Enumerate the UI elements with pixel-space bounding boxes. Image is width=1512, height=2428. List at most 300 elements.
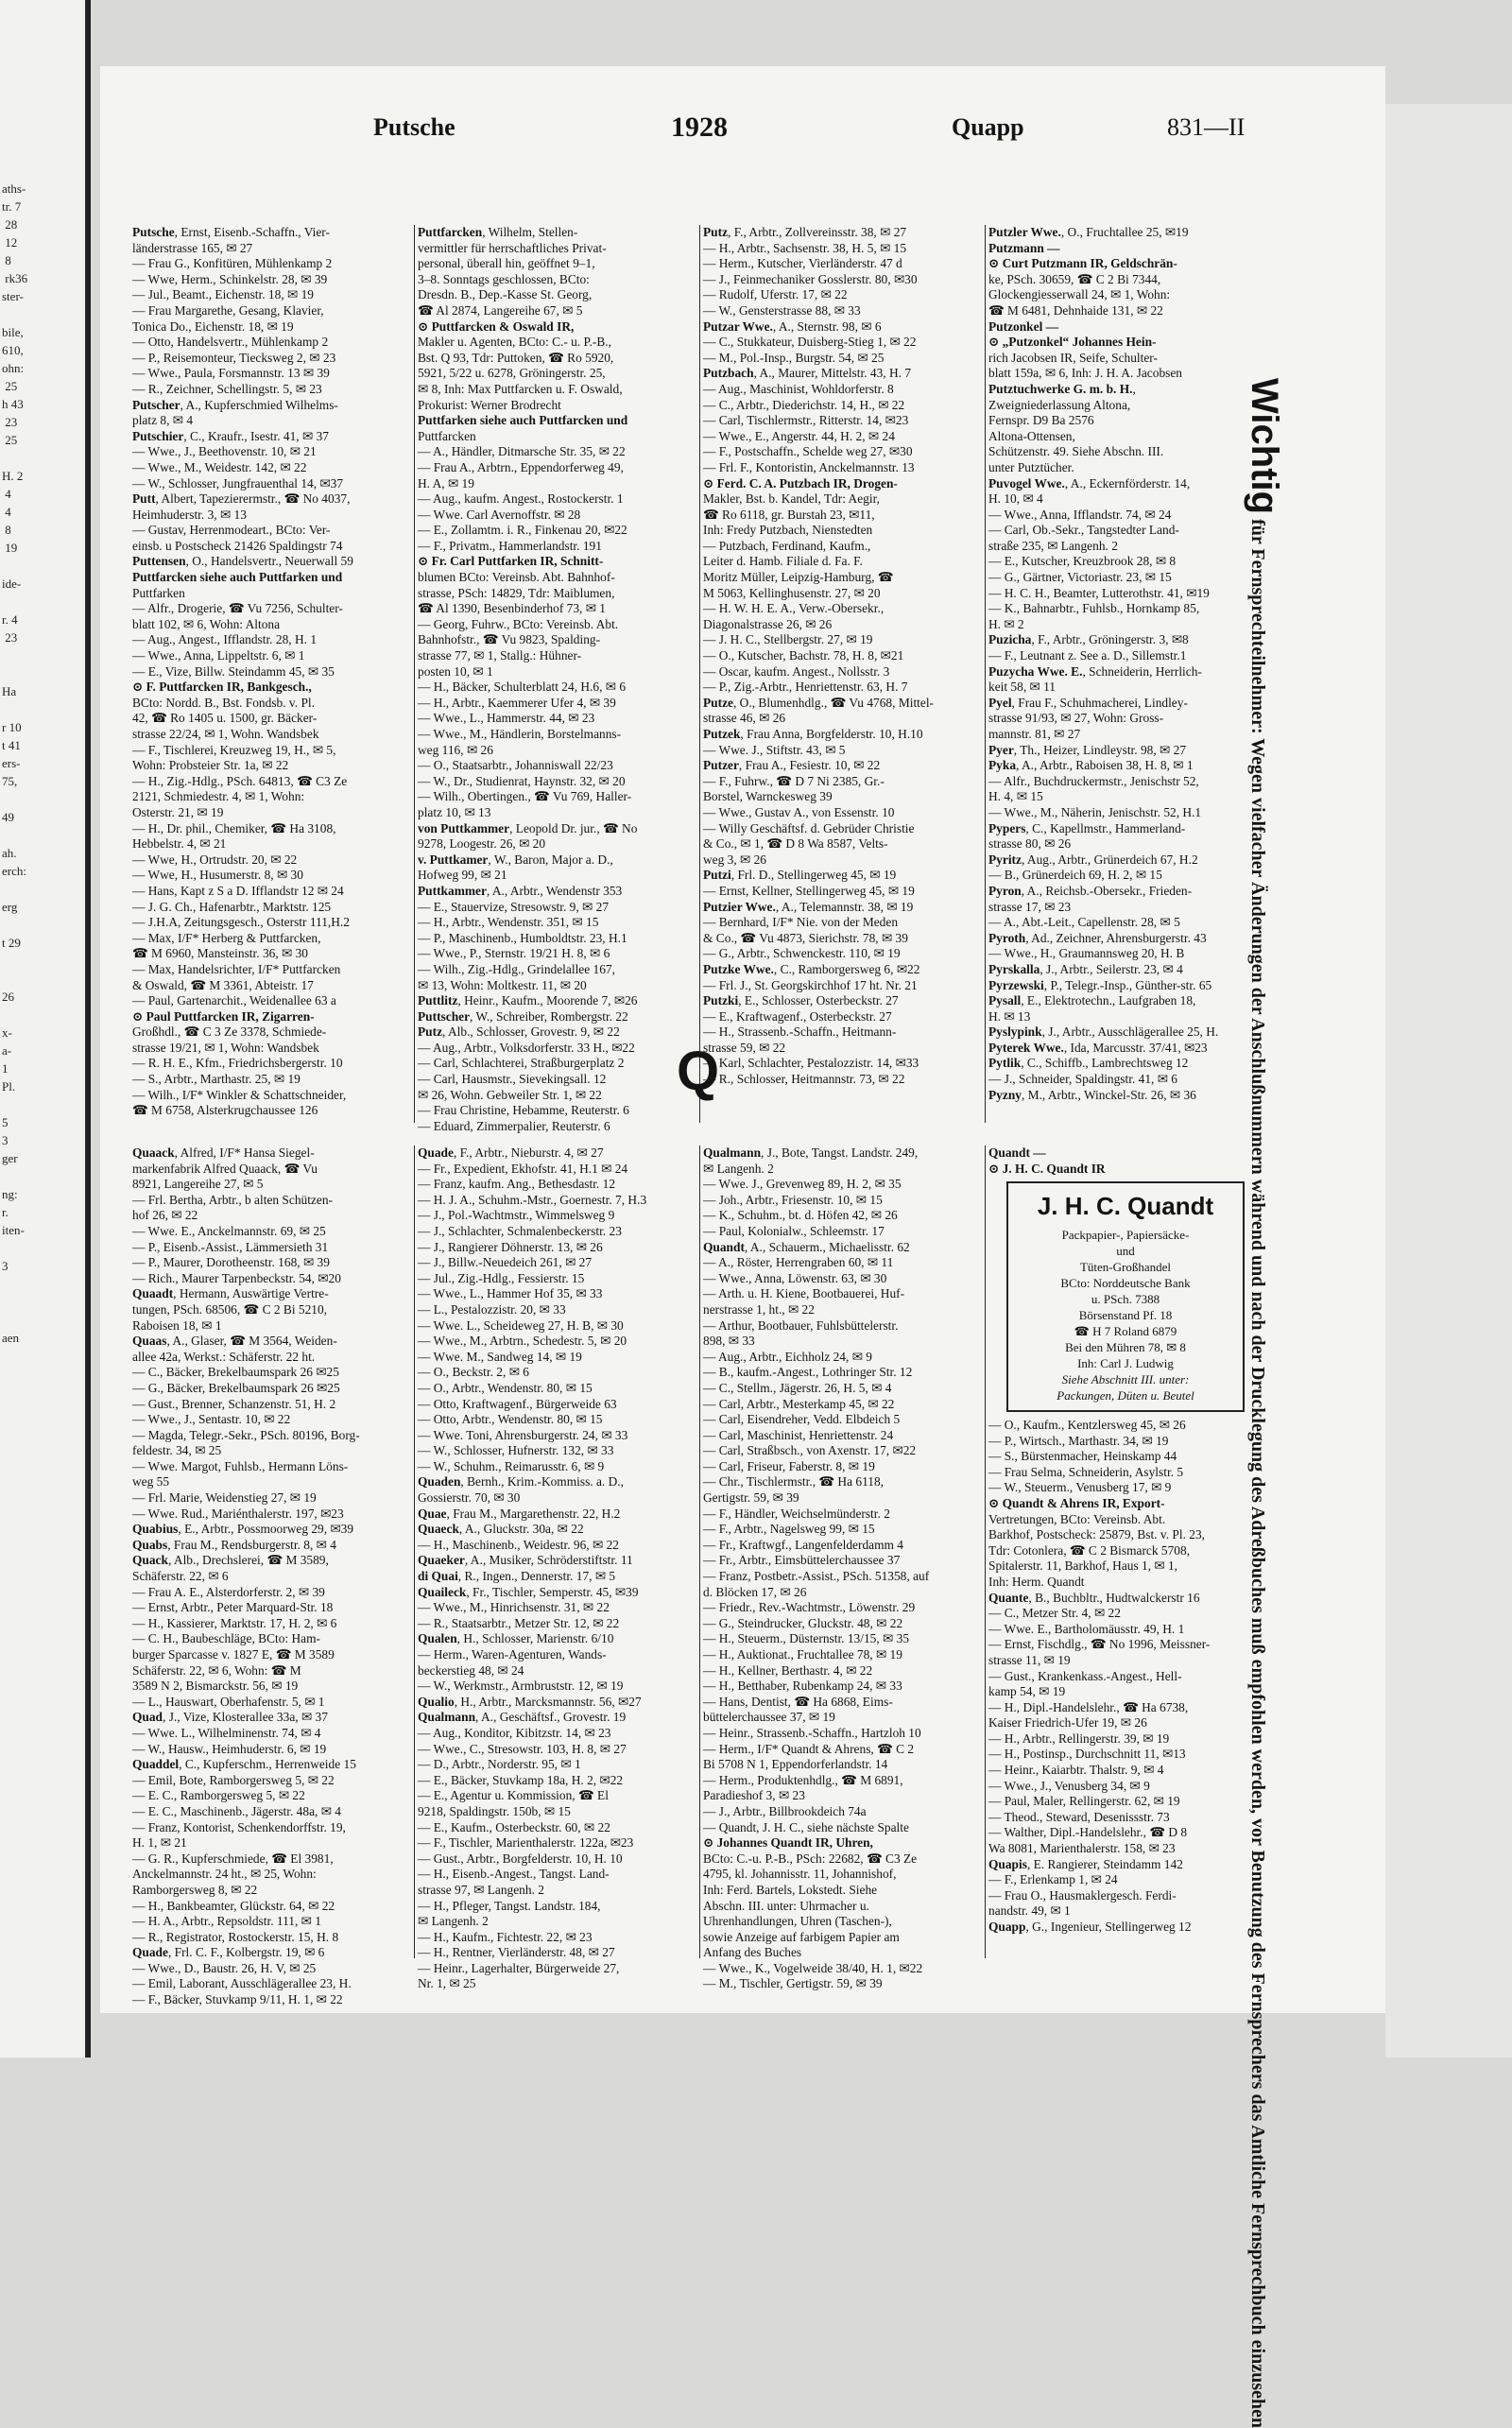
directory-entry: Quante, B., Buchbltr., Hudtwalckerstr 16 [988,1590,1200,1605]
directory-entry: — Emil, Laborant, Ausschlägerallee 23, H. [132,1976,352,1991]
directory-entry: — W., Steuerm., Venusberg 17, ✉ 9 [988,1480,1172,1495]
directory-entry: Gossierstr. 70, ✉ 30 [418,1490,521,1506]
directory-entry: Quade, Frl. C. F., Kolbergstr. 19, ✉ 6 [132,1945,325,1960]
directory-entry: — J. H. C., Stellbergstr. 27, ✉ 19 [703,632,873,647]
previous-page-fragment: ah. [2,846,17,860]
directory-entry: einsb. u Postscheck 21426 Spaldingstr 74 [132,538,343,553]
previous-page-fragment [2,790,77,808]
previous-page-fragment: ide- [2,577,22,591]
directory-entry: — Wwe., Anna, Lippeltstr. 6, ✉ 1 [132,648,305,663]
directory-entry: — H., Kellner, Berthastr. 4, ✉ 22 [703,1662,873,1678]
directory-entry: — E., Kaufm., Osterbeckstr. 60, ✉ 22 [418,1819,610,1834]
previous-page-fragment: 4 [2,487,11,501]
previous-page-fragment: ger [2,1151,18,1165]
directory-entry: — Wilh., Obertingen., ☎ Vu 769, Haller- [418,789,632,804]
directory-entry: — Georg, Fuhrw., BCto: Vereinsb. Abt. [418,616,619,631]
directory-entry: ⊙ Puttfarcken & Oswald IR, [418,319,575,334]
directory-entry: — Frau A., Arbtrn., Eppendorferweg 49, [418,459,624,474]
directory-entry: — Wwe. L., Wilhelminenstr. 74, ✉ 4 [132,1725,321,1740]
directory-entry: Diagonalstrasse 26, ✉ 26 [703,616,833,631]
directory-entry: strasse 91/93, ✉ 27, Wohn: Gross- [988,711,1164,726]
book-gutter [87,0,91,2058]
directory-entry: — Herm., Kutscher, Vierländerstr. 47 d [703,256,902,271]
previous-page-fragment: rk36 [2,271,28,285]
directory-entry: Pyka, A., Arbtr., Raboisen 38, H. 8, ✉ 1 [988,758,1194,773]
directory-entry: tungen, PSch. 68506, ☎ C 2 Bi 5210, [132,1301,328,1317]
directory-entry: — Otto, Handelsvertr., Mühlenkamp 2 [132,335,329,350]
directory-entry: — K., Bahnarbtr., Fuhlsb., Hornkamp 85, [988,601,1200,616]
directory-entry: — Wwe., E., Angerstr. 44, H. 2, ✉ 24 [703,428,895,443]
directory-entry: Inh: Fredy Putzbach, Nienstedten [703,523,873,538]
directory-entry: Quabs, Frau M., Rendsburgerstr. 8, ✉ 4 [132,1537,336,1552]
column-divider [414,225,415,1123]
directory-entry: — Wwe. J., Grevenweg 89, H. 2, ✉ 35 [703,1177,902,1192]
directory-entry: — Otto, Arbtr., Wendenstr. 80, ✉ 15 [418,1412,603,1427]
directory-entry: 2121, Schmiedestr. 4, ✉ 1, Wohn: [132,789,305,804]
directory-entry: Puttfarcken [418,428,476,443]
column-divider [699,225,700,1123]
directory-entry: — Putzbach, Ferdinand, Kaufm., [703,538,871,553]
directory-entry: Quaddel, C., Kupferschm., Herrenweide 15 [132,1757,356,1772]
directory-entry: H. 10, ✉ 4 [988,491,1043,507]
directory-entry: ✉ Langenh. 2 [703,1161,774,1176]
previous-page-fragment: erg [2,900,18,914]
telephone-notice [1244,378,1285,2428]
directory-entry: Quaeker, A., Musiker, Schröderstiftstr. 11 [418,1553,633,1568]
previous-page-fragment: iten- [2,1223,25,1237]
directory-entry: Inh: Ferd. Bartels, Lokstedt. Siehe [703,1882,878,1897]
directory-entry: — E., Stauervize, Stresowstr. 9, ✉ 27 [418,899,610,914]
directory-entry: — Max, I/F* Herberg & Puttfarcken, [132,930,321,945]
directory-entry: Quabius, E., Arbtr., Possmoorweg 29, ✉39 [132,1522,354,1537]
directory-entry: — P., Reisemonteur, Tiecksweg 2, ✉ 23 [132,350,336,365]
directory-entry: — K., Schuhm., bt. d. Höfen 42, ✉ 26 [703,1208,898,1223]
directory-entry: vermittler für herrschaftliches Privat- [418,240,607,255]
previous-page-fragment: t 29 [2,936,21,950]
q-column-4 [988,1418,1246,1966]
directory-entry: — Ernst, Arbtr., Peter Marquard-Str. 18 [132,1600,334,1615]
directory-entry: Puttfarcken siehe auch Puttfarken und [132,570,343,585]
directory-entry: — Magda, Telegr.-Sekr., PSch. 80196, Borg- [132,1427,360,1442]
directory-entry: Osterstr. 21, ✉ 19 [132,804,224,819]
directory-entry: ☎ M 6960, Mansteinstr. 36, ✉ 30 [132,946,308,961]
directory-entry: — S., Arbtr., Marthastr. 25, ✉ 19 [132,1072,301,1087]
directory-entry: Makler u. Agenten, BCto: C.- u. P.-B., [418,335,611,350]
directory-entry: — Wwe., Paula, Forsmannstr. 13 ✉ 39 [132,366,330,381]
previous-page-fragment: erch: [2,864,26,878]
directory-entry: — Wwe., J., Sentastr. 10, ✉ 22 [132,1412,291,1427]
directory-entry: Bi 5708 N 1, Eppendorferlandstr. 14 [703,1757,888,1772]
directory-entry: burger Sparcasse v. 1827 E, ☎ M 3589 [132,1647,335,1662]
directory-entry: nandstr. 49, ✉ 1 [988,1903,1071,1919]
ad-line: Packpapier-, Papiersäcke- [1061,1228,1190,1242]
column-3 [703,225,983,1132]
directory-entry: Putzler Wwe., O., Fruchtallee 25, ✉19 [988,225,1189,239]
directory-entry: & Co., ✉ 1, ☎ D 8 Wa 8587, Velts- [703,836,888,852]
previous-page-fragment [2,1293,77,1311]
directory-entry: — F., Tischler, Marienthalerstr. 122a, ✉23 [418,1835,634,1851]
directory-entry: Tonica Do., Eichenstr. 18, ✉ 19 [132,319,294,334]
previous-page-fragment [2,952,77,970]
directory-entry: — Wwe. Rud., Mariénthalerstr. 197, ✉23 [132,1506,344,1521]
directory-entry: Puttensen, O., Handelsvertr., Neuerwall 59 [132,554,353,569]
directory-entry: — Wilh., Zig.-Hdlg., Grindelallee 167, [418,961,615,976]
previous-page-fragment: Pl. [2,1079,16,1093]
directory-entry: — Wwe., P., Sternstr. 19/21 H. 8, ✉ 6 [418,946,610,961]
ad-line: ☎ H 7 Roland 6879 [1074,1324,1177,1338]
directory-entry: — Wwe. Margot, Fuhlsb., Hermann Löns- [132,1458,349,1473]
directory-entry: strasse 77, ✉ 1, Stallg.: Hühner- [418,648,582,663]
directory-entry: kamp 54, ✉ 19 [988,1684,1066,1699]
previous-page-fragment: 25 [2,379,18,393]
directory-entry: — Wwe., Anna, Ifflandstr. 74, ✉ 24 [988,507,1172,522]
directory-entry: — E. C., Ramborgersweg 5, ✉ 22 [132,1788,305,1803]
directory-entry: — Fr., Arbtr., Eimsbüttelerchaussee 37 [703,1553,901,1568]
previous-page-fragment: H. 2 [2,469,24,483]
directory-entry: strasse 80, ✉ 26 [988,836,1072,852]
ad-line: Packungen, Düten u. Beutel [1057,1388,1194,1403]
directory-entry: — M., Pol.-Insp., Burgstr. 54, ✉ 25 [703,350,885,365]
directory-entry: blumen BCto: Vereinsb. Abt. Bahnhof- [418,570,615,585]
directory-entry: Quaileck, Fr., Tischler, Semperstr. 45, ✉39 [418,1584,639,1599]
directory-entry: — Bernhard, I/F* Nie. von der Meden [703,915,899,930]
directory-entry: — E. C., Maschinenb., Jägerstr. 48a, ✉ 4 [132,1803,341,1818]
column-divider [985,225,986,1123]
directory-entry: — Wwe., J., Beethovenstr. 10, ✉ 21 [132,444,317,459]
directory-entry: Putzar Wwe., A., Sternstr. 98, ✉ 6 [703,319,882,334]
directory-entry: — Fr., Kraftwgf., Langenfelderdamm 4 [703,1537,903,1552]
directory-entry: Puttkammer, A., Arbtr., Wendenstr 353 [418,883,623,898]
directory-entry: Putzmann — [988,240,1060,255]
directory-entry: — Wwe., C., Stresowstr. 103, H. 8, ✉ 27 [418,1741,627,1756]
previous-page-fragment [2,1275,77,1293]
directory-entry: — Paul, Gartenarchit., Weidenallee 63 a [132,993,336,1008]
previous-page-fragment: t 41 [2,738,21,752]
directory-entry: — Carl, Schlachterei, Straßburgerplatz 2 [418,1056,625,1071]
directory-entry: — Frau O., Hausmaklergesch. Ferdi- [988,1887,1177,1903]
directory-entry: Pyritz, Aug., Arbtr., Grünerdeich 67, H.2 [988,852,1198,867]
directory-entry: Quae, Frau M., Margarethenstr. 22, H.2 [418,1506,621,1521]
directory-entry: länderstrasse 165, ✉ 27 [132,240,253,255]
directory-entry: — J., Feinmechaniker Gosslerstr. 80, ✉30 [703,271,918,286]
directory-entry: strasse, PSch: 14829, Tdr: Maiblumen, [418,585,615,600]
directory-entry: feldestr. 34, ✉ 25 [132,1443,222,1458]
directory-entry: — Wwe, Herm., Schinkelstr. 28, ✉ 39 [132,271,328,286]
previous-page-fragment: 75, [2,774,18,788]
directory-entry: platz 10, ✉ 13 [418,804,491,819]
directory-entry: H. 1, ✉ 21 [132,1835,187,1851]
directory-entry: — H. W. H. E. A., Verw.-Obersekr., [703,601,885,616]
previous-page-fragment: aen [2,1331,20,1345]
previous-page-fragment: 49 [2,810,14,824]
directory-entry: Putzki, E., Schlosser, Osterbeckstr. 27 [703,993,899,1008]
directory-entry: Zweigniederlassung Altona, [988,397,1131,412]
previous-page-fragment: aths- [2,181,26,196]
directory-entry: — J., Pol.-Wachtmstr., Wimmelsweg 9 [418,1208,615,1223]
directory-entry: — C., Arbtr., Diederichstr. 14, H., ✉ 22 [703,397,905,412]
directory-entry: — G., Steindrucker, Gluckstr. 48, ✉ 22 [703,1615,903,1630]
directory-entry: — W., Gensterstrasse 88, ✉ 33 [703,302,861,318]
directory-entry: — H., Steuerm., Düsternstr. 13/15, ✉ 35 [703,1631,910,1646]
directory-entry: — Oscar, kaufm. Angest., Nollsstr. 3 [703,663,890,679]
directory-entry: — Wwe., K., Vogelweide 38/40, H. 1, ✉22 [703,1960,923,1975]
directory-entry: Puvogel Wwe., A., Eckernförderstr. 14, [988,475,1191,491]
directory-entry: Großhdl., ☎ C 3 Ze 3378, Schmiede- [132,1025,327,1040]
directory-entry: — Herm., Produktenhdlg., ☎ M 6891, [703,1772,903,1787]
previous-page-fragment: 23 [2,630,18,645]
previous-page-fragment [2,1095,77,1113]
directory-entry: — F., Bäcker, Stuvkamp 9/11, H. 1, ✉ 22 [132,1992,343,2007]
directory-entry: Putzer, Frau A., Fesiestr. 10, ✉ 22 [703,758,881,773]
previous-page-fragment: r. [2,1205,9,1219]
directory-entry: — Wwe., M., Arbtrn., Schedestr. 5, ✉ 20 [418,1334,627,1349]
directory-entry: Pyterek Wwe., Ida, Marcusstr. 37/41, ✉23 [988,1040,1208,1055]
directory-entry: — F., Postschaffn., Schelde weg 27, ✉30 [703,444,913,459]
previous-page-fragment [2,1167,77,1185]
directory-entry: ke, PSch. 30659, ☎ C 2 Bi 7344, [988,271,1161,286]
directory-entry: Makler, Bst. b. Kandel, Tdr: Aegir, [703,491,880,507]
directory-entry: Uhrenhandlungen, Uhren (Taschen-), [703,1914,892,1929]
directory-entry: — Wwe., L., Hammer Hof 35, ✉ 33 [418,1286,603,1301]
directory-entry: Pyel, Frau F., Schuhmacherei, Lindley- [988,695,1188,710]
directory-entry: Pysall, E., Elektrotechn., Laufgraben 18, [988,993,1196,1008]
directory-entry: Quade, F., Arbtr., Nieburstr. 4, ✉ 27 [418,1145,604,1160]
column-4 [988,225,1246,1132]
directory-entry: & Co., ☎ Vu 4873, Sierichstr. 78, ✉ 39 [703,930,908,945]
previous-page-fragment: ohn: [2,361,25,375]
directory-entry: M 5063, Kellinghusenstr. 27, ✉ 20 [703,585,881,600]
directory-entry: ⊙ Quandt & Ahrens IR, Export- [988,1495,1165,1510]
directory-entry: — F., Erlenkamp 1, ✉ 24 [988,1872,1118,1887]
previous-page-fragment: a- [2,1043,12,1058]
previous-page-fragment: 8 [2,253,11,267]
directory-entry: — H., Postinsp., Durchschnitt 11, ✉13 [988,1747,1186,1762]
directory-entry: — Jul., Beamt., Eichenstr. 18, ✉ 19 [132,287,314,302]
directory-entry: Puttfarken [132,585,185,600]
previous-page-fragment [2,305,77,323]
directory-entry: ☎ Al 2874, Langereihe 67, ✉ 5 [418,302,583,318]
directory-entry: Puttfarken siehe auch Puttfarcken und [418,413,628,428]
q-column-2 [418,1145,697,1991]
directory-entry: — J., Schlachter, Schmalenbeckerstr. 23 [418,1223,622,1238]
directory-entry: Hofweg 99, ✉ 21 [418,868,507,883]
notice-title: Wichtig [1244,378,1285,515]
directory-entry: Quaden, Bernh., Krim.-Kommiss. a. D., [418,1474,624,1490]
directory-entry: — Frl. F., Kontoristin, Anckelmannstr. 13 [703,459,915,474]
ad-line: Bei den Mühren 78, ✉ 8 [1065,1340,1186,1354]
directory-entry: & Oswald, ☎ M 3361, Abteistr. 17 [132,977,314,992]
directory-entry: strasse 11, ✉ 19 [988,1652,1071,1667]
previous-page-fragment [2,970,77,988]
previous-page-fragment: ng: [2,1187,18,1201]
directory-entry: — H., Rentner, Vierländerstr. 48, ✉ 27 [418,1945,615,1960]
directory-entry: ⊙ J. H. C. Quandt IR [988,1161,1106,1176]
ad-line: u. PSch. 7388 [1091,1292,1160,1306]
directory-entry: — B., Grünerdeich 69, H. 2, ✉ 15 [988,868,1162,883]
directory-entry: Leiter d. Hamb. Filiale d. Fa. F. [703,554,863,569]
directory-entry: — Carl, Ob.-Sekr., Tangstedter Land- [988,523,1179,538]
directory-entry: Putzke Wwe., C., Ramborgersweg 6, ✉22 [703,961,920,976]
directory-entry: — Franz, Kontorist, Schenkendorffstr. 19, [132,1819,346,1834]
directory-entry: Vertretungen, BCto: Vereinsb. Abt. [988,1511,1166,1526]
directory-entry: — Alfr., Buchdruckermstr., Jenischstr 52, [988,773,1199,788]
previous-page-fragment: 26 [2,990,14,1004]
directory-entry: — C., Stukkateur, Duisberg-Stieg 1, ✉ 22 [703,335,917,350]
directory-entry: Quandt — [988,1145,1046,1160]
directory-entry: d. Blöcken 17, ✉ 26 [703,1584,807,1599]
directory-entry: — Heinr., Kaiarbtr. Thalstr. 9, ✉ 4 [988,1763,1164,1778]
directory-entry: — Walther, Dipl.-Handelslehr., ☎ D 8 [988,1825,1188,1840]
directory-entry: — G. R., Kupferschmiede, ☎ El 3981, [132,1851,334,1866]
directory-entry: — A., Röster, Herrengraben 60, ✉ 11 [703,1255,894,1270]
directory-entry: Quapp, G., Ingenieur, Stellingerweg 12 [988,1920,1192,1934]
previous-page-fragment: h 43 [2,397,24,411]
previous-page-fragment: 12 [2,235,18,250]
directory-entry: mannstr. 81, ✉ 27 [988,727,1081,741]
directory-entry: platz 8, ✉ 4 [132,413,194,428]
directory-entry: — Paul, Kolonialw., Schleemstr. 17 [703,1223,885,1238]
directory-entry: Pyzny, M., Arbtr., Winckel-Str. 26, ✉ 36 [988,1087,1196,1102]
directory-entry: — Aug., Maschinist, Wohldorferstr. 8 [703,381,894,396]
directory-entry: — Frau Christine, Hebamme, Reuterstr. 6 [418,1103,629,1118]
directory-entry: — R., Schlosser, Heitmannstr. 73, ✉ 22 [703,1072,905,1087]
directory-entry: Putsche, Ernst, Eisenb.-Schaffn., Vier- [132,225,330,239]
directory-entry: Putschier, C., Kraufr., Isestr. 41, ✉ 37 [132,428,329,443]
directory-entry: Paradieshof 3, ✉ 23 [703,1788,805,1803]
ad-line: Tüten-Großhandel [1079,1260,1172,1274]
previous-page-fragment [2,1311,77,1329]
directory-entry: 5921, 5/22 u. 6278, Gröningerstr. 25, [418,366,606,381]
directory-entry: strasse 22/24, ✉ 1, Wohn. Wandsbek [132,727,319,741]
previous-page-fragment: 4 [2,505,11,519]
previous-page-fragment: r. 4 [2,612,18,627]
directory-entry: — Wwe, H., Ortrudstr. 20, ✉ 22 [132,852,298,867]
previous-page-fragment: 19 [2,541,18,555]
directory-entry: — Wwe, H., Husumerstr. 8, ✉ 30 [132,868,303,883]
directory-entry: Wohn: Probsteier Str. 1a, ✉ 22 [132,758,289,773]
directory-entry: — R. H. E., Kfm., Friedrichsbergerstr. 10 [132,1056,343,1071]
column-divider [699,1145,700,1958]
directory-entry: — W., Schuhm., Reimarusstr. 6, ✉ 9 [418,1458,605,1473]
directory-entry: — J., Billw.-Neuedeich 261, ✉ 27 [418,1255,593,1270]
directory-entry: — P., Eisenb.-Assist., Lämmersieth 31 [132,1239,329,1254]
directory-entry: Inh: Herm. Quandt [988,1574,1085,1589]
directory-entry: — G., Gärtner, Victoriastr. 23, ✉ 15 [988,570,1172,585]
directory-entry: — Gust., Arbtr., Borgfelderstr. 10, H. 10 [418,1851,623,1866]
directory-entry: — Frau A. E., Alsterdorferstr. 2, ✉ 39 [132,1584,325,1599]
directory-entry: Qualio, H., Arbtr., Marcksmannstr. 56, ✉27 [418,1694,642,1709]
directory-entry: Anckelmannstr. 24 ht., ✉ 25, Wohn: [132,1867,317,1882]
directory-entry: ☎ M 6481, Dehnhaide 131, ✉ 22 [988,302,1163,318]
directory-entry: — H., Strassenb.-Schaffn., Heitmann- [703,1025,897,1040]
previous-page-fragment: 25 [2,433,18,447]
directory-entry: H. ✉ 2 [988,616,1024,631]
directory-entry: strasse 59, ✉ 22 [703,1040,786,1055]
directory-entry: Quaadt, Hermann, Auswärtige Vertre- [132,1286,329,1301]
directory-entry: Putz, Alb., Schlosser, Grovestr. 9, ✉ 22 [418,1025,620,1040]
directory-entry: — Arth. u. H. Kiene, Bootbauerei, Huf- [703,1286,905,1301]
directory-entry: Quaeck, A., Gluckstr. 30a, ✉ 22 [418,1522,584,1537]
directory-entry: Anfang des Buches [703,1945,802,1960]
directory-entry: personal, überall hin, geöffnet 9–1, [418,256,595,271]
directory-entry: strasse 19/21, ✉ 1, Wohn: Wandsbek [132,1040,319,1055]
directory-entry: ⊙ F. Puttfarcken IR, Bankgesch., [132,680,312,695]
directory-entry: ⊙ Curt Putzmann IR, Geldschrän- [988,256,1177,271]
previous-page-fragment: 3 [2,1133,9,1147]
directory-entry: — H., Bäcker, Schulterblatt 24, H.6, ✉ 6 [418,680,627,695]
directory-entry: — Wwe., M., Näherin, Jenischstr. 52, H.1 [988,804,1202,819]
directory-entry: — Wwe., M., Hinrichsenstr. 31, ✉ 22 [418,1600,610,1615]
directory-entry: — Wwe. Toni, Ahrensburgerstr. 24, ✉ 33 [418,1427,628,1442]
directory-entry: Puttlitz, Heinr., Kaufm., Moorende 7, ✉26 [418,993,638,1008]
q-column-4-head [988,1145,1246,1183]
directory-entry: ✉ 8, Inh: Max Puttfarcken u. F. Oswald, [418,381,623,396]
directory-entry: — H., Kaufm., Fichtestr. 22, ✉ 23 [418,1929,593,1944]
directory-entry: Quack, Alb., Drechslerei, ☎ M 3589, [132,1553,329,1568]
directory-entry: Glockengiesserwall 24, ✉ 1, Wohn: [988,287,1171,302]
directory-entry: — H., Kassierer, Marktstr. 17, H. 2, ✉ 6 [132,1615,337,1630]
directory-entry: ✉ Langenh. 2 [418,1914,489,1929]
directory-entry: 42, ☎ Ro 1405 u. 1500, gr. Bäcker- [132,711,318,726]
directory-entry: — Wwe. J., Stiftstr. 43, ✉ 5 [703,742,846,757]
directory-entry: — Frl. J., St. Georgskirchhof 17 ht. Nr. 21 [703,977,918,992]
ad-line: Inh: Carl J. Ludwig [1077,1356,1174,1370]
directory-entry: — R., Staatsarbtr., Metzer Str. 12, ✉ 22 [418,1615,620,1630]
previous-page-fragment [2,449,77,467]
directory-entry: H. ✉ 13 [988,1008,1031,1024]
directory-entry: — Frau G., Konfitüren, Mühlenkamp 2 [132,256,333,271]
directory-entry: — H., Pfleger, Tangst. Landstr. 184, [418,1898,601,1913]
directory-entry: — Wwe., D., Baustr. 26, H. V, ✉ 25 [132,1960,317,1975]
previous-page-fragment [2,826,77,844]
directory-entry: Spitalerstr. 11, Barkhof, Haus 1, ✉ 1, [988,1558,1178,1574]
directory-entry: — H., Arbtr., Kaemmerer Ufer 4, ✉ 39 [418,695,616,710]
directory-entry: — Heinr., Lagerhalter, Bürgerweide 27, [418,1960,620,1975]
previous-page-fragment: Ha [2,684,17,698]
directory-entry: H. 4, ✉ 15 [988,789,1043,804]
previous-page-fragment [2,880,77,898]
previous-page-fragment [2,700,77,718]
previous-page-fragment: 1 [2,1061,9,1076]
directory-entry: — Frau Margarethe, Gesang, Klavier, [132,302,324,318]
directory-entry: — F., Tischlerei, Kreuzweg 19, H., ✉ 5, [132,742,336,757]
directory-entry: — L., Hauswart, Oberhafenstr. 5, ✉ 1 [132,1694,325,1709]
directory-entry: — Gustav, Herrenmodeart., BCto: Ver- [132,523,331,538]
column-divider [414,1145,415,1958]
directory-entry: Abschn. III. unter: Uhrmacher u. [703,1898,869,1913]
directory-entry: Quaas, A., Glaser, ☎ M 3564, Weiden- [132,1334,337,1349]
directory-entry: Pyrzewski, P., Telegr.-Insp., Günther-str. 65 [988,977,1212,992]
directory-entry: Schützenstr. 49. Siehe Abschn. III. [988,444,1164,459]
previous-page-fragment [2,646,77,664]
directory-entry: — P., Wirtsch., Marthastr. 34, ✉ 19 [988,1433,1169,1448]
directory-entry: 3589 N 2, Bismarckstr. 56, ✉ 19 [132,1679,299,1694]
directory-entry: — Wwe. Carl Avernoffstr. ✉ 28 [418,507,581,522]
previous-page-fragment: bile, [2,325,24,339]
directory-entry: — Rich., Maurer Tarpenbeckstr. 54, ✉20 [132,1270,341,1285]
directory-entry: Barkhof, Postscheck: 25879, Bst. v. Pl. 23, [988,1527,1206,1542]
directory-entry: — Chr., Tischlermstr., ☎ Ha 6118, [703,1474,885,1490]
directory-entry: — H., Maschinenb., Weidestr. 96, ✉ 22 [418,1537,619,1552]
directory-entry: — J. G. Ch., Hafenarbtr., Marktstr. 125 [132,899,332,914]
previous-page-fragment: ers- [2,756,21,770]
previous-page-fragment [2,1239,77,1257]
directory-entry: — J.H.A, Zeitungsgesch., Osterstr 111,H.2 [132,915,350,930]
directory-entry: — Gust., Brenner, Schanzenstr. 51, H. 2 [132,1396,336,1411]
directory-entry: Schäferstr. 22, ✉ 6, Wohn: ☎ M [132,1662,301,1678]
page-number: 831—II [1167,113,1246,141]
directory-entry: — J., Rangierer Döhnerstr. 13, ✉ 26 [418,1239,603,1254]
